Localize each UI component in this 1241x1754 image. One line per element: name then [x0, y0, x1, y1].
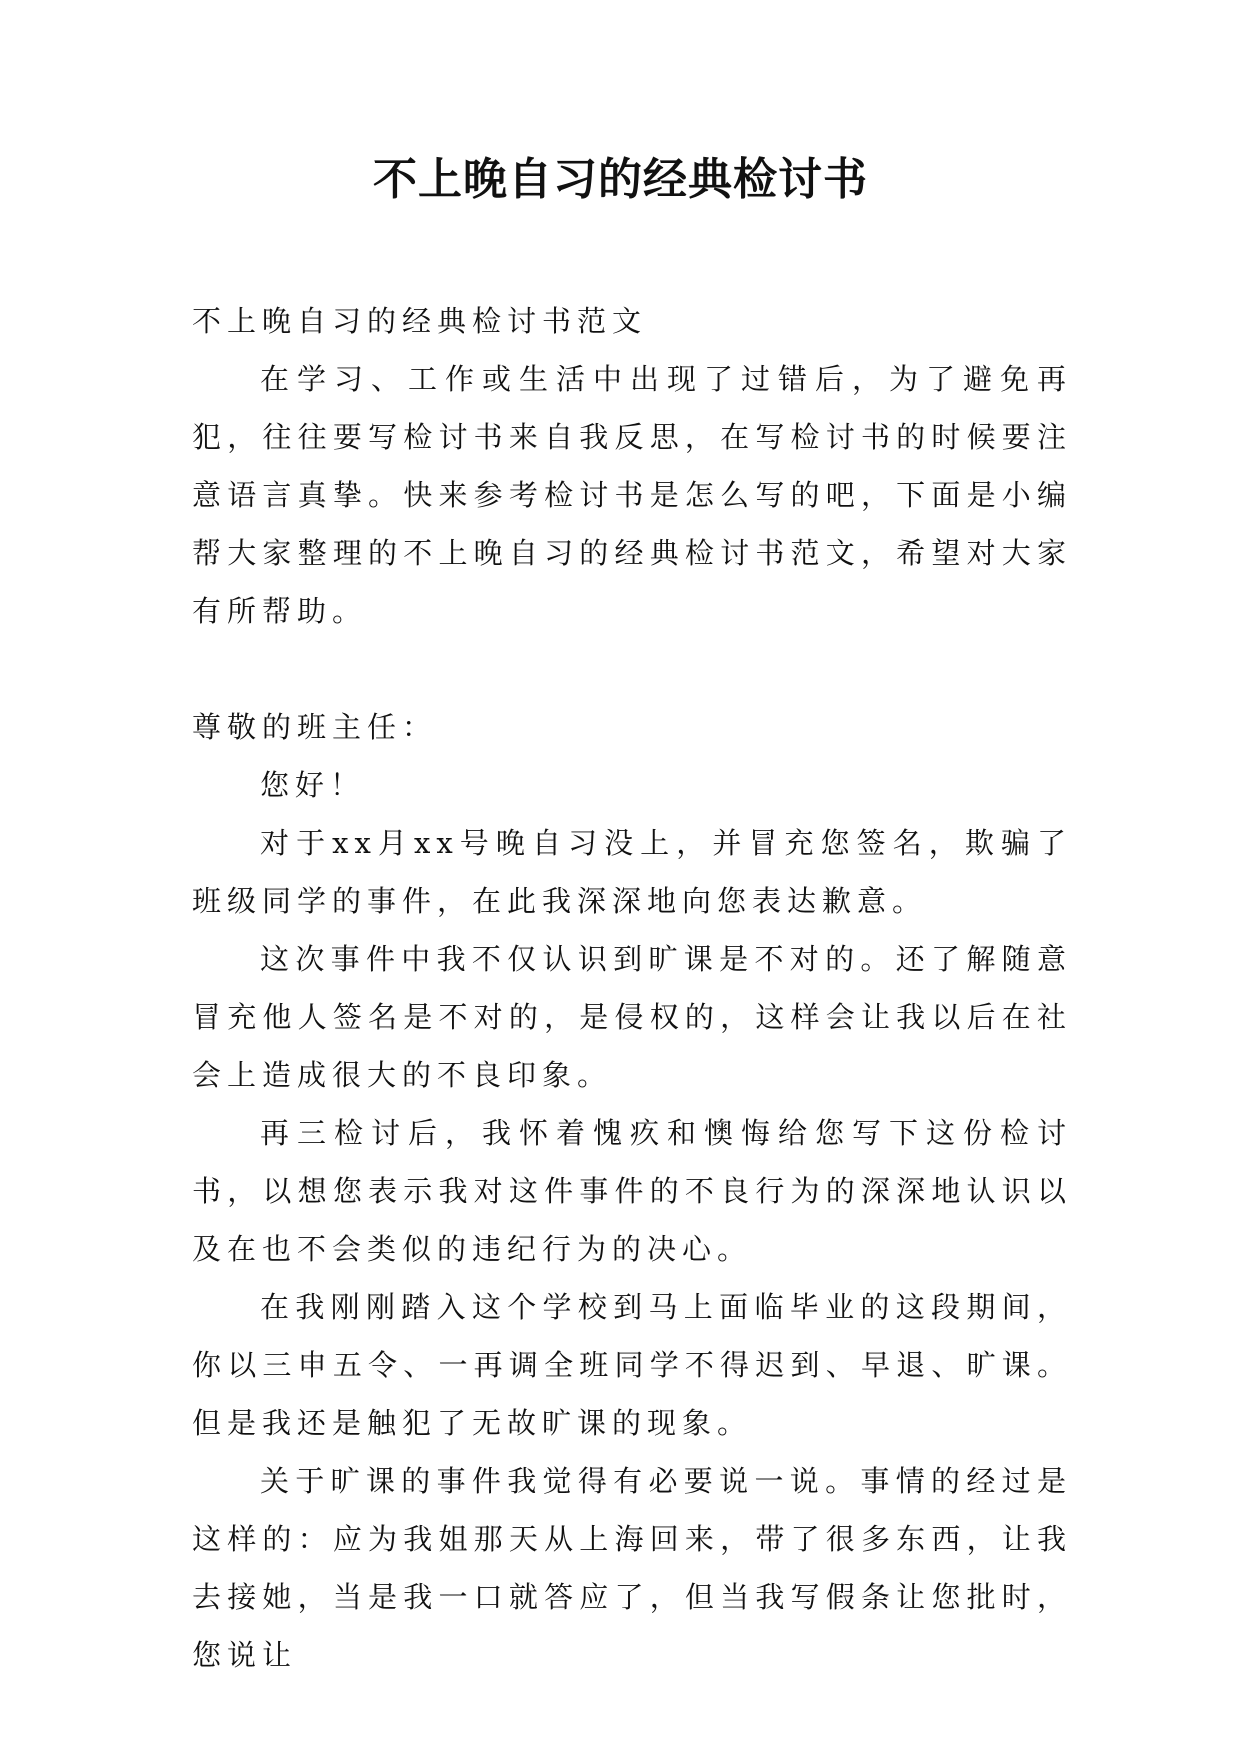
body-paragraph: 关于旷课的事件我觉得有必要说一说。事情的经过是这样的：应为我姐那天从上海回来，带了很多东西，让我去接她，当是我一口就答应了，但当我写假条让您批时，您说让 — [192, 1464, 1072, 1672]
document-body — [192, 292, 1072, 1684]
paragraph-gap — [192, 640, 1072, 698]
document-title: 不上晚自习的经典检讨书 — [373, 154, 868, 205]
intro-paragraph: 在学习、工作或生活中出现了过错后，为了避免再犯，往往要写检讨书来自我反思，在写检讨书的时候要注意语言真挚。快来参考检讨书是怎么写的吧，下面是小编帮大家整理的不上晚自习的经典检讨书范文，希望对大家有所帮助。 — [192, 362, 1072, 628]
body-paragraph: 在我刚刚踏入这个学校到马上面临毕业的这段期间，你以三申五令、一再调全班同学不得迟到、早退、旷课。但是我还是触犯了无故旷课的现象。 — [192, 1290, 1072, 1440]
body-paragraph: 再三检讨后，我怀着愧疚和懊悔给您写下这份检讨书，以想您表示我对这件事件的不良行为的深深地认识以及在也不会类似的违纪行为的决心。 — [192, 1116, 1072, 1266]
body-paragraph: 对于xx月xx号晚自习没上，并冒充您签名，欺骗了班级同学的事件，在此我深深地向您表达歉意。 — [192, 826, 1072, 918]
greeting: 您好！ — [260, 768, 366, 802]
document-subtitle: 不上晚自习的经典检讨书范文 — [192, 304, 648, 338]
salutation: 尊敬的班主任： — [192, 710, 438, 744]
body-paragraph: 这次事件中我不仅认识到旷课是不对的。还了解随意冒充他人签名是不对的，是侵权的，这样会让我以后在社会上造成很大的不良印象。 — [192, 942, 1072, 1092]
